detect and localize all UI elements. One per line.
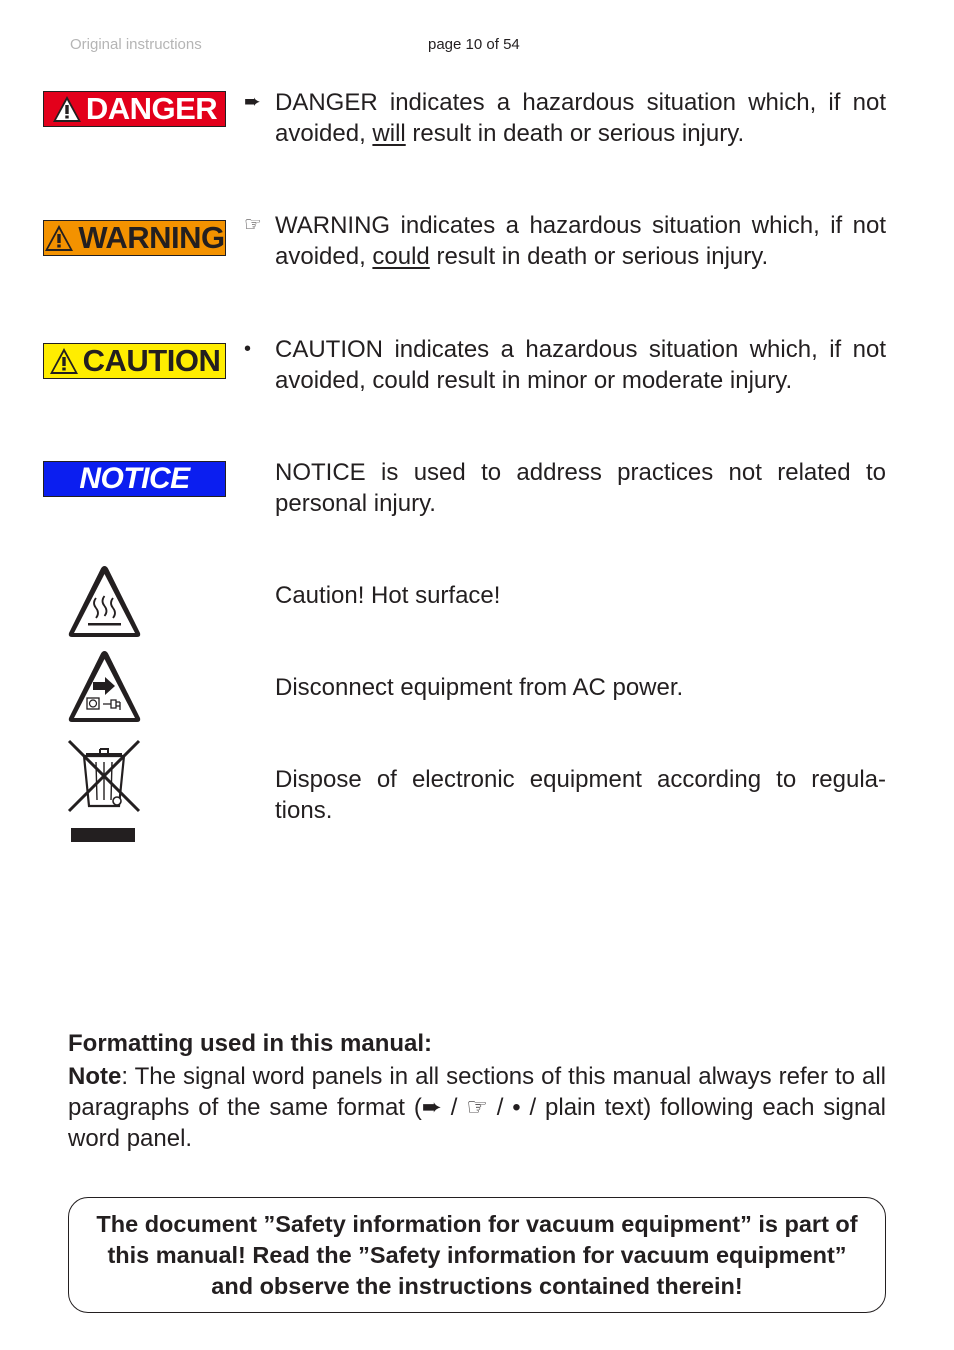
hot-surface-text: Caution! Hot surface!	[275, 582, 501, 609]
note-label: Note	[68, 1063, 122, 1090]
danger-emphasis: will	[372, 120, 406, 147]
disposal-text: Dispose of electronic equipment according to regula-tions.	[275, 766, 886, 824]
warning-description: WARNING indicates a hazardous situation which, if not avoided, could result in death or serious injury.	[275, 212, 886, 270]
safety-information-text: The document ”Safety information for vacuum equipment” is part of this manual! Read the ”Safety information for vacuum equipment” and observe the instructions contained therein!	[96, 1210, 858, 1299]
safety-information-box	[68, 1197, 886, 1313]
warning-marker: ☞	[244, 214, 262, 236]
page-number: page 10 of 54	[428, 36, 520, 53]
danger-panel-label: DANGER	[85, 91, 218, 126]
caution-panel-label: CAUTION	[82, 343, 221, 378]
disconnect-power-text: Disconnect equipment from AC power.	[275, 674, 684, 701]
warning-panel-label: WARNING	[78, 220, 225, 255]
header-doc-type: Original instructions	[70, 36, 202, 53]
notice-panel	[43, 461, 226, 497]
warning-triangle-icon	[52, 95, 82, 123]
caution-panel	[43, 343, 226, 379]
formatting-title: Formatting used in this manual:	[68, 1030, 433, 1057]
danger-description: DANGER indicates a hazardous situation which, if not avoided, will result in death or serious injury.	[275, 89, 886, 147]
weee-crossed-bin-icon	[66, 738, 142, 846]
notice-panel-label: NOTICE	[79, 462, 190, 495]
warning-panel	[43, 220, 226, 256]
formatting-note	[68, 1061, 886, 1154]
notice-description: NOTICE is used to address practices not related to personal injury.	[275, 459, 886, 517]
hot-surface-warning-icon	[66, 563, 143, 640]
warning-emphasis: could	[372, 243, 430, 270]
danger-marker: ➨	[244, 91, 261, 113]
danger-panel	[43, 91, 226, 127]
warning-triangle-icon	[49, 347, 79, 375]
note-text: : The signal word panels in all sections of this manual always refer to all paragraphs of the same format (➨ / ☞ / • / plain text) following each signal word panel.	[68, 1063, 886, 1152]
warning-triangle-icon	[44, 224, 74, 252]
caution-description: CAUTION indicates a hazardous situation which, if not avoided, could result in minor or moderate injury.	[275, 336, 886, 394]
disconnect-power-icon	[66, 648, 143, 725]
caution-marker: •	[244, 338, 252, 360]
